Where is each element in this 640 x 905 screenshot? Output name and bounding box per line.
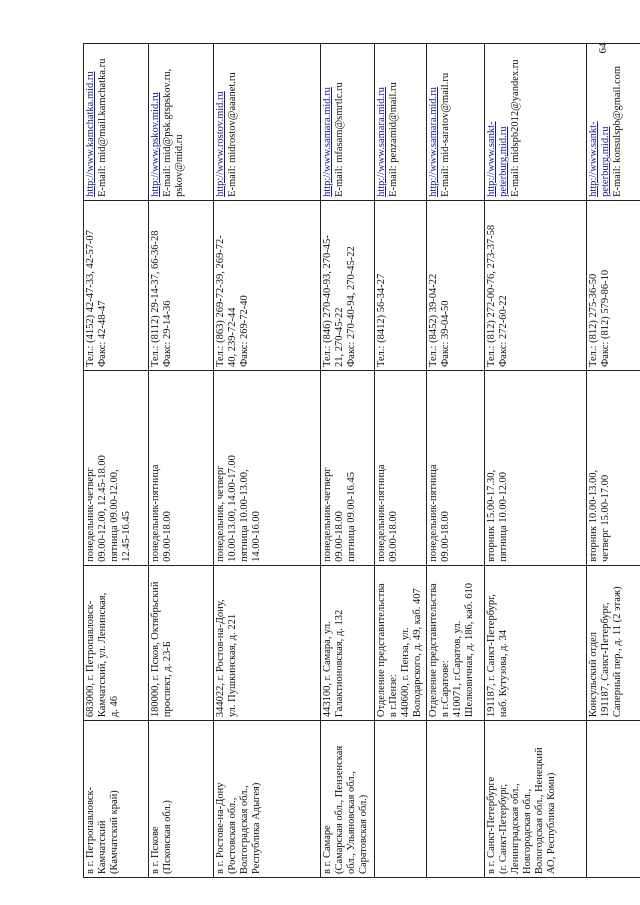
web-line: pskov@mid.ru	[174, 134, 185, 197]
cell-web	[84, 44, 149, 201]
region-line: Камчатский	[97, 820, 108, 874]
website-link[interactable]: http://www.samara.mid.ru	[428, 87, 439, 197]
table-row	[375, 44, 427, 878]
region-line: в г. Петропавловск-	[85, 786, 96, 874]
cell-region	[214, 721, 321, 878]
hours-line: понедельник, четверг	[215, 465, 226, 562]
hours-line: 09.00-18.00	[388, 511, 399, 562]
cell-address	[149, 565, 214, 720]
region-line: Саратовская обл.)	[358, 794, 369, 874]
cell-region	[149, 721, 214, 878]
email-text[interactable]: E-mail: penzamid@mail.ru	[388, 82, 399, 197]
phones-line: Тел.: (8412) 56-34-27	[376, 273, 387, 367]
region-line: (г. Санкт-Петербург,	[498, 783, 509, 874]
hours-line: вторник 10.00-13.00,	[588, 469, 599, 562]
cell-hours	[485, 371, 587, 566]
table-row	[84, 44, 149, 878]
hours-line: 09.00-12.00, 12.45-18.00	[97, 455, 108, 562]
address-line: 683000, г. Петропавловск-	[85, 600, 96, 718]
cell-region	[485, 721, 587, 878]
hours-line: вторник 15.00-17.30,	[486, 469, 497, 562]
phones-line: Факс: 39-04-50	[440, 300, 451, 367]
address-line: Володарского, д. 49, каб. 407	[412, 588, 423, 718]
address-line: 191187, г. Санкт-Петербург,	[486, 594, 497, 718]
phones-line: Тел.: (8452) 39-04-22	[428, 273, 439, 367]
phones-line: Факс: 42-48-47	[97, 300, 108, 367]
cell-web	[214, 44, 321, 201]
hours-line: 10.00-13.00, 14.00-17.00	[227, 455, 238, 562]
cell-phones	[149, 200, 214, 370]
cell-region	[84, 721, 149, 878]
hours-line: понедельник-четверг	[322, 467, 333, 562]
phones-line: Тел.: (812) 272-00-76, 273-37-58	[486, 224, 497, 367]
cell-web	[375, 44, 427, 201]
phones-line: 40, 239-72-44	[227, 307, 238, 367]
phones-line: Тел.: (4152) 42-47-33, 42-57-07	[85, 230, 96, 367]
cell-phones	[375, 200, 427, 370]
address-line: Консульский отдел	[588, 631, 599, 718]
cell-phones	[214, 200, 321, 370]
address-line: Шелковичная, д. 186, каб. 610	[464, 583, 475, 718]
region-line: (Псковская обл.)	[162, 800, 173, 874]
phones-line: Факс: 270-40-94, 270-45-22	[346, 246, 357, 367]
table-row	[587, 44, 640, 878]
cell-hours	[375, 371, 427, 566]
phones-line: Тел.: (8112) 29-14-37, 66-36-28	[150, 230, 161, 367]
hours-line: 14.00-16.00	[251, 511, 262, 562]
email-text[interactable]: E-mail: mfasam@smrtlc.ru	[334, 82, 345, 197]
region-line: Вологодская обл., Ненецкий	[534, 747, 545, 874]
phones-line: Факс: (812) 579-86-10	[600, 269, 611, 367]
address-line: Отделение представительства	[428, 583, 439, 718]
phones-line: Факс: 29-14-36	[162, 300, 173, 367]
email-text[interactable]: E-mail: mid@mail.kamchatka.ru	[97, 58, 108, 197]
address-line: 443100, г. Самара, ул.	[322, 621, 333, 718]
phones-line: Тел.: (846) 270-40-93, 270-45-	[322, 235, 333, 367]
cell-address	[321, 565, 375, 720]
phones-line: Тел.: (812) 275-36-50	[588, 273, 599, 367]
address-line: наб. Кутузова, д. 34	[498, 629, 509, 718]
region-line: Волгоградская обл.,	[239, 785, 250, 874]
cell-region	[321, 721, 375, 878]
cell-hours	[149, 371, 214, 566]
cell-web	[321, 44, 375, 201]
hours-line: понедельник-пятница	[150, 464, 161, 562]
cell-address	[485, 565, 587, 720]
address-line: 180000, г. Псков, Октябрьский	[150, 581, 161, 718]
cell-web	[485, 44, 587, 201]
cell-address	[84, 565, 149, 720]
address-line: д. 46	[109, 696, 120, 718]
phones-line: 21, 270-45-22	[334, 307, 345, 367]
address-line: ул. Пушкинская, д. 221	[227, 613, 238, 718]
email-text[interactable]: E-mail: mid-saratov@mail.ru	[440, 72, 451, 197]
cell-address	[427, 565, 485, 720]
email-text[interactable]: E-mail: mid@psk.gtspskov.ru,	[162, 68, 173, 197]
page-number: 64	[597, 42, 609, 54]
region-line: (Камчатский край)	[109, 790, 120, 874]
region-line: в г. Самаре	[322, 825, 333, 874]
hours-line: 09.00-18.00	[334, 511, 345, 562]
website-link[interactable]: http://www.rostov.mid.ru	[215, 91, 226, 197]
website-link[interactable]: http://www.pskov.mid.ru	[150, 92, 161, 197]
hours-line: четверг 15.00-17.00	[600, 474, 611, 562]
hours-line: 09.00-18.00	[162, 511, 173, 562]
website-link[interactable]: http://www.sankt-	[486, 121, 497, 197]
email-text[interactable]: E-mail: konsulspb@gmail.com	[612, 65, 623, 197]
cell-hours	[84, 371, 149, 566]
address-line: 410071, г.Саратов, ул.	[452, 620, 463, 718]
cell-hours	[587, 371, 640, 566]
region-line: обл., Ульяновская обл.,	[346, 771, 357, 874]
table-row	[321, 44, 375, 878]
hours-line: 12.45-16.45	[121, 511, 132, 562]
cell-region	[427, 721, 485, 878]
cell-web	[587, 44, 640, 201]
region-line: Ленинградская обл.,	[510, 783, 521, 874]
hours-line: пятница 09.00-12.00,	[109, 469, 120, 562]
address-line: Галактионовская, д. 132	[334, 609, 345, 718]
region-line: (Самарская обл., Пензенская	[334, 745, 345, 874]
cell-region	[375, 721, 427, 878]
region-line: (Ростовская обл.,	[227, 797, 238, 874]
cell-address	[375, 565, 427, 720]
region-line: в г. Пскове	[150, 826, 161, 874]
region-line: Республика Адыгея)	[251, 782, 262, 874]
cell-hours	[214, 371, 321, 566]
table-row	[427, 44, 485, 878]
cell-phones	[485, 200, 587, 370]
hours-line: пятница 10.00-12.00	[498, 471, 509, 562]
address-line: проспект, д. 23-Б	[162, 641, 173, 718]
rotated-table-wrapper	[83, 43, 623, 878]
cell-hours	[427, 371, 485, 566]
address-line: Отделение представительства	[376, 583, 387, 718]
email-text[interactable]: E-mail: midrostov@aaanet.ru	[227, 72, 238, 197]
phones-line: Факс: 269-72-40	[239, 295, 250, 367]
cell-hours	[321, 371, 375, 566]
phones-line: Факс: 272-60-22	[498, 295, 509, 367]
cell-phones	[587, 200, 640, 370]
table-row	[485, 44, 587, 878]
website-link[interactable]: http://www.kamchatka.mid.ru	[85, 71, 96, 197]
cell-web	[149, 44, 214, 201]
region-line: в г. Ростове-на-Дону	[215, 782, 226, 874]
address-line: 191187, Санкт-Петербург,	[600, 602, 611, 718]
cell-phones	[84, 200, 149, 370]
region-line: в г. Санкт-Петербурге	[486, 776, 497, 874]
region-line: Новгородская обл.,	[522, 788, 533, 874]
hours-line: пятница 10.00-13.00,	[239, 469, 250, 562]
email-text[interactable]: E-mail: midspb2012@yandex.ru	[510, 59, 521, 197]
cell-web	[427, 44, 485, 201]
hours-line: понедельник-пятница	[376, 464, 387, 562]
website-link[interactable]: peterburg.mid.ru	[498, 126, 509, 197]
table-body	[84, 44, 640, 878]
website-link[interactable]: peterburg.mid.ru	[600, 126, 611, 197]
table-row	[149, 44, 214, 878]
phones-line: Тел.: (863) 269-72-39, 269-72-	[215, 235, 226, 367]
hours-line: пятница 09.00-16.45	[346, 471, 357, 562]
cell-address	[587, 565, 640, 720]
hours-line: понедельник-пятница	[428, 464, 439, 562]
offices-table	[83, 43, 640, 878]
address-line: 440600, г. Пенза, ул.	[400, 627, 411, 718]
hours-line: понедельник-четверг	[85, 467, 96, 562]
cell-region	[587, 721, 640, 878]
cell-address	[214, 565, 321, 720]
address-line: 344022, г. Ростов-на-Дону,	[215, 599, 226, 718]
cell-phones	[321, 200, 375, 370]
table-row	[214, 44, 321, 878]
address-line: в г.Саратове:	[440, 660, 451, 718]
hours-line: 09.00-18.00	[440, 511, 451, 562]
address-line: Саперный пер., д. 11 (2 этаж)	[612, 586, 623, 718]
cell-phones	[427, 200, 485, 370]
address-line: Камчатский, ул. Ленинская,	[97, 592, 108, 718]
website-link[interactable]: http://www.samara.mid.ru	[376, 87, 387, 197]
region-line: АО, Республика Коми)	[546, 772, 557, 874]
address-line: в г.Пензе:	[388, 674, 399, 718]
website-link[interactable]: http://www.sankt-	[588, 121, 599, 197]
website-link[interactable]: http://www.samara.mid.ru	[322, 87, 333, 197]
